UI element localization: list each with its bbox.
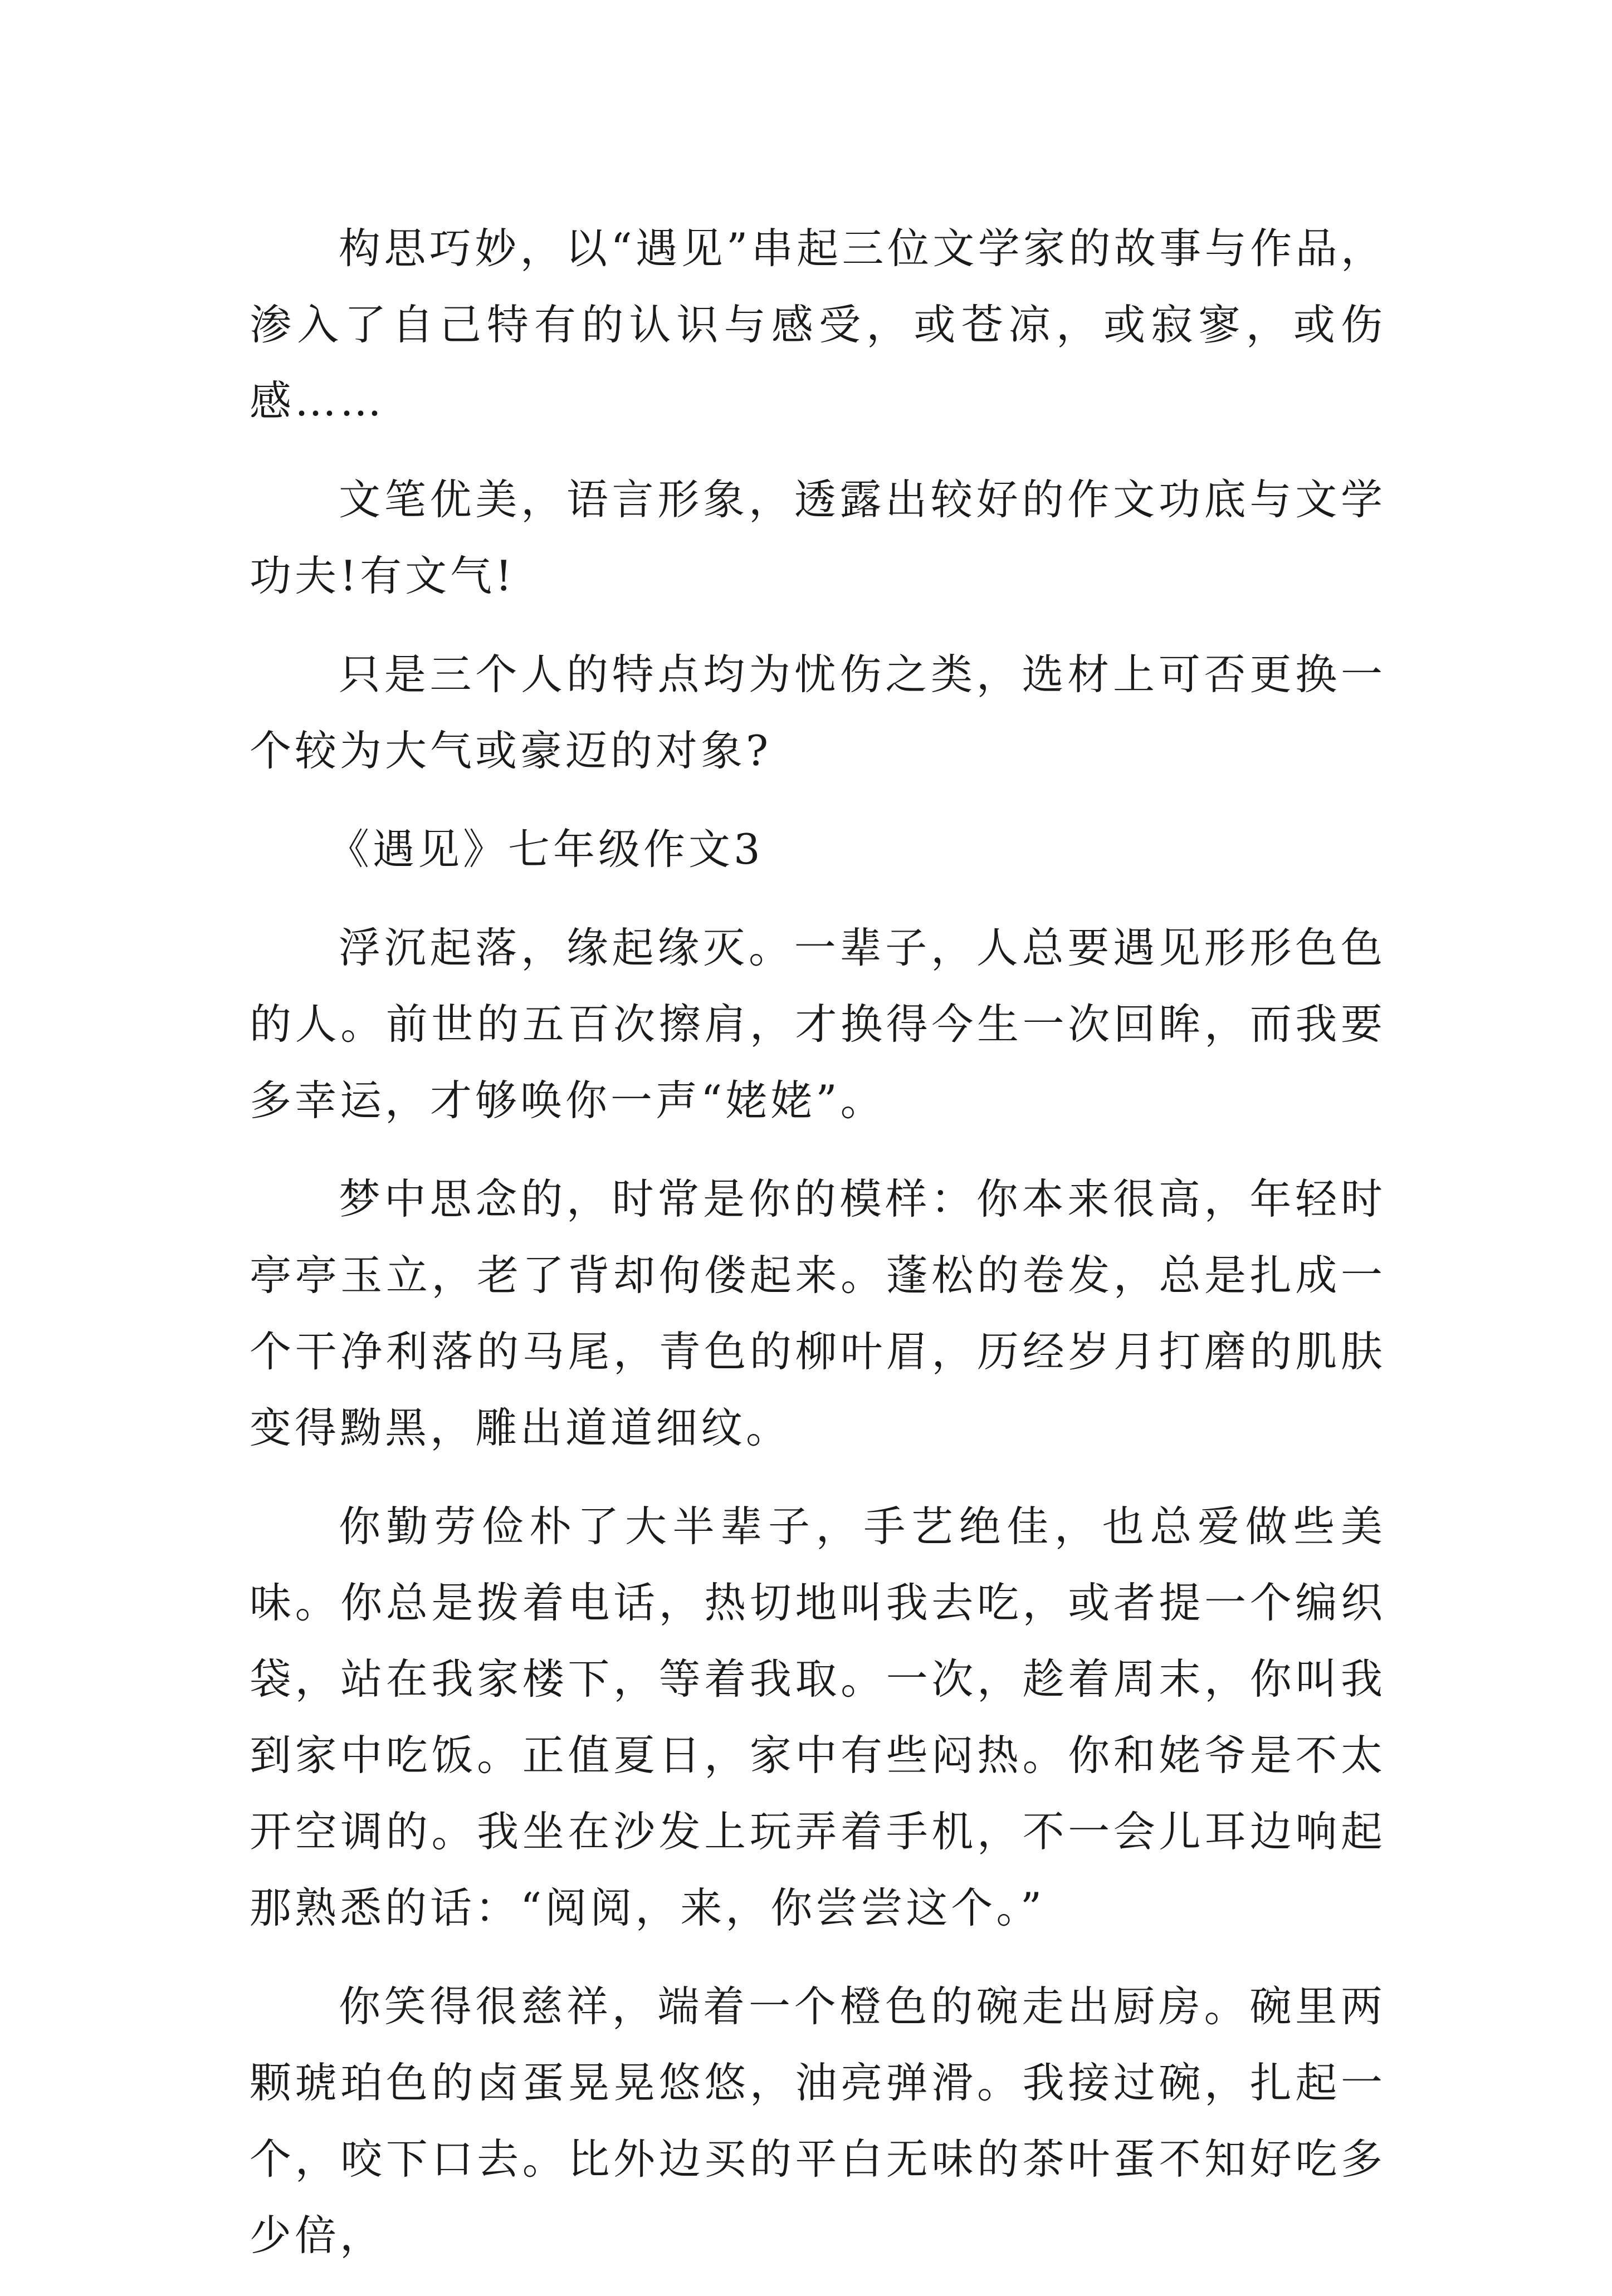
paragraph-comment-3: 只是三个人的特点均为忧伤之类，选材上可否更换一个较为大气或豪迈的对象? xyxy=(250,650,1386,775)
paragraph-comment-1: 构思巧妙，以“遇见”串起三位文学家的故事与作品，渗入了自己特有的认识与感受，或苍凉，或寂寥，或伤感…… xyxy=(250,224,1386,425)
paragraph-essay-4: 你笑得很慈祥，端着一个橙色的碗走出厨房。碗里两颗琥珀色的卤蛋晃晃悠悠，油亮弹滑。我接过碗，扎起一个，咬下口去。比外边买的平白无味的茶叶蛋不知好吃多少倍， xyxy=(250,1982,1386,2260)
paragraph-essay-2: 梦中思念的，时常是你的模样：你本来很高，年轻时亭亭玉立，老了背却佝偻起来。蓬松的卷发，总是扎成一个干净利落的马尾，青色的柳叶眉，历经岁月打磨的肌肤变得黝黑，雕出道道细纹。 xyxy=(250,1174,1386,1452)
paragraph-essay-3: 你勤劳俭朴了大半辈子，手艺绝佳，也总爱做些美味。你总是拨着电话，热切地叫我去吃，或者提一个编织袋，站在我家楼下，等着我取。一次，趁着周末，你叫我到家中吃饭。正值夏日，家中有些闷热。你和姥爷是不太开空调的。我坐在沙发上玩弄着手机，不一会儿耳边响起那熟悉的话：“阅阅，来，你尝尝这个。” xyxy=(250,1502,1386,1932)
document-body xyxy=(250,210,1386,2296)
paragraph-essay-1: 浮沉起落，缘起缘灭。一辈子，人总要遇见形形色色的人。前世的五百次擦肩，才换得今生一次回眸，而我要多幸运，才够唤你一声“姥姥”。 xyxy=(250,923,1386,1125)
essay-title: 《遇见》七年级作文3 xyxy=(328,825,764,874)
paragraph-comment-2: 文笔优美，语言形象，透露出较好的作文功底与文学功夫!有文气! xyxy=(250,475,1386,600)
